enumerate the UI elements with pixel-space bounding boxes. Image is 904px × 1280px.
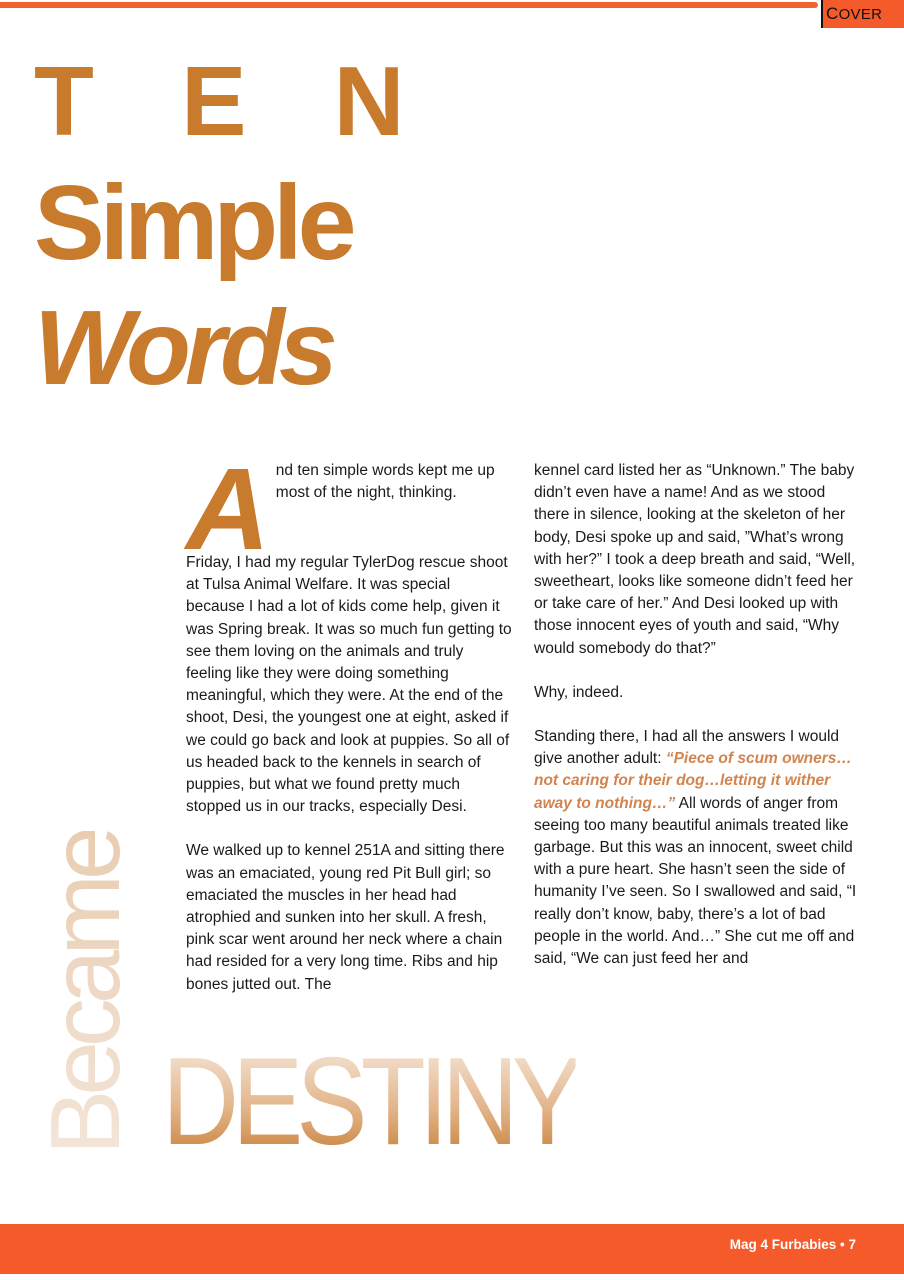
paragraph-text: Standing there, I had all the answers I would give another adult: xyxy=(534,728,840,768)
article-paragraph: Why, indeed. xyxy=(534,683,624,701)
paragraph-text: nd ten simple words kept me up most of the night, thinking. xyxy=(275,462,495,502)
section-tab xyxy=(821,0,904,28)
article-paragraph: kennel card listed her as “Unknown.” The baby didn’t even have a name! And as we stood there in silence, looking at the skeleton of her body, Desi spoke up and said, ”What’s wrong with her?” I took a deep breath and said, “Well, sweetheart, looks like someone didn’t feed her or take care of her.” And Desi looked up with those innocent eyes of youth and said, “Why would somebody do that?” xyxy=(534,462,856,657)
footer-bar xyxy=(0,1224,904,1274)
article-paragraph: We walked up to kennel 251A and sitting there was an emaciated, young red Pit Bull girl; so emaciated the muscles in her head had atrophied and sunken into her skull. A fresh, pink scar went around her neck where a chain had resided for a very long time. Ribs and hip bones jutted out. The xyxy=(186,842,505,993)
pull-quote: “Piece of scum owners…not caring for their dog…letting it wither away to nothing…” xyxy=(534,750,852,812)
subtitle-destiny: DESTINY xyxy=(162,1033,577,1171)
article-column-left xyxy=(186,444,512,1018)
article-column-right xyxy=(534,460,864,992)
subtitle-became: Became xyxy=(30,831,140,1155)
top-rule xyxy=(0,2,818,8)
section-initial: C xyxy=(826,4,839,23)
title-words: Words xyxy=(34,289,332,407)
article-paragraph xyxy=(534,726,864,970)
title-simple: Simple xyxy=(34,164,352,282)
drop-cap: A xyxy=(186,444,266,574)
article-paragraph: Friday, I had my regular TylerDog rescue shoot at Tulsa Animal Welfare. It was special because I had a lot of kids come help, given it was Spring break. It was so much fun getting to see them loving on the animals and truly feeling like they were doing something meaningful, which they were. At the end of the shoot, Desi, the youngest one at eight, asked if we could go back and look at puppies. So all of us headed back to the kennels in search of puppies, but what we found pretty much stopped us in our tracks, especially Desi. xyxy=(186,554,512,816)
page-number-label: Mag 4 Furbabies • 7 xyxy=(729,1237,856,1252)
title-ten: T E N xyxy=(34,46,435,156)
section-label: OVER xyxy=(838,6,883,23)
article-paragraph xyxy=(186,444,512,574)
paragraph-text: All words of anger from seeing too many beautiful animals treated like garbage. But this was an innocent, sweet child with a pure heart. She hasn’t seen the side of humanity I’ve seen. So I swallowed and said, “I really don’t know, baby, there’s a lot of bad people in the world. And…” She cut me off and said, “We can just feed her and xyxy=(534,794,857,968)
